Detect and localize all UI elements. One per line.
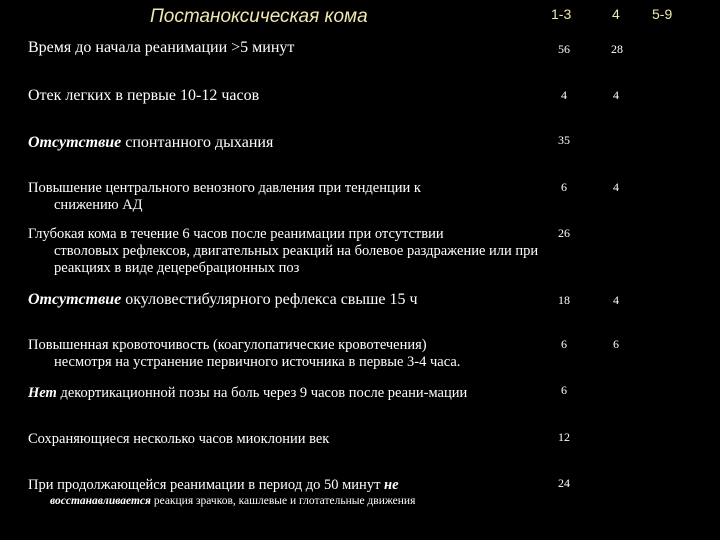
row-value-col1: 6	[561, 180, 567, 194]
row-label: Время до начала реанимации >5 минут	[28, 39, 295, 56]
row-value-col1: 56	[558, 42, 570, 56]
row-value-col2: 28	[611, 42, 623, 56]
row-value-col1: 18	[558, 293, 570, 307]
row-value-col2: 4	[613, 88, 619, 102]
row-value-col2: 4	[613, 293, 619, 307]
row-label: Повышение центрального венозного давления при тенденции к	[28, 180, 421, 196]
row-value-col1: 12	[558, 430, 570, 444]
row-label: спонтанного дыхания	[121, 134, 274, 151]
row-label: При продолжающейся реанимации в период до 50 минут	[28, 477, 385, 493]
row-value-col1: 4	[561, 88, 567, 102]
row-label-continuation: снижению АД	[54, 197, 143, 213]
row-label: Повышенная кровоточивость (коагулопатические кровотечения)	[28, 337, 427, 353]
row-label: Глубокая кома в течение 6 часов после реанимации при отсутствии	[28, 226, 444, 242]
row-value-col1: 26	[558, 226, 570, 240]
table-row	[28, 337, 543, 371]
row-label-continuation: несмотря на устранение первичного источника в первые 3-4 часа.	[54, 354, 461, 370]
table-row	[28, 290, 543, 309]
table-row	[28, 385, 543, 402]
row-value-col1: 35	[558, 133, 570, 147]
column-header-1-3: 1-3	[551, 6, 572, 22]
row-emphasis: Отсутствие	[28, 291, 122, 308]
column-header-5-9: 5-9	[652, 6, 673, 22]
table-row	[28, 86, 543, 105]
row-value-col2: 4	[613, 180, 619, 194]
row-value-col1: 6	[561, 383, 567, 397]
row-value-col2: 6	[613, 337, 619, 351]
row-emphasis: Отсутствие	[28, 134, 122, 151]
page-title: Постаноксическая кома	[150, 6, 368, 27]
row-value-col1: 6	[561, 337, 567, 351]
row-label-continuation: стволовых рефлексов, двигательных реакций на болевое раздражение или при реакциях в виде децеребрационных поз	[54, 243, 539, 276]
row-emphasis: не	[384, 477, 399, 493]
row-emphasis: Нет	[28, 385, 57, 401]
row-value-col1: 24	[558, 476, 570, 490]
column-header-4: 4	[612, 6, 620, 22]
row-label: Отек легких в первые 10-12 часов	[28, 87, 260, 104]
row-label: декортикационной позы на боль через 9 часов после реани-мации	[56, 385, 468, 401]
table-row	[28, 477, 543, 508]
table-row	[28, 180, 543, 214]
row-label: Сохраняющиеся несколько часов миоклонии век	[28, 431, 330, 447]
table-row	[28, 226, 543, 277]
row-emphasis: восстанавливается	[50, 495, 151, 507]
table-row	[28, 431, 543, 448]
row-label-continuation	[28, 494, 543, 508]
table-row	[28, 38, 543, 57]
row-label: окуловестибулярного рефлекса свыше 15 ч	[121, 291, 418, 308]
table-row	[28, 133, 543, 152]
row-label-continuation-text: реакция зрачков, кашлевые и глотательные движения	[150, 495, 416, 507]
